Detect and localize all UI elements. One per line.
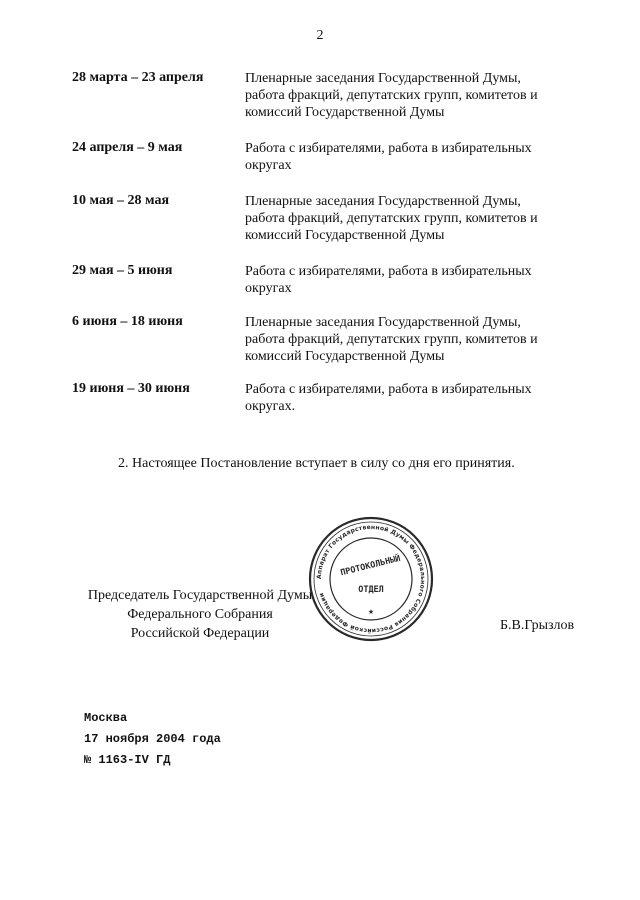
- schedule-period: 10 мая – 28 мая: [72, 193, 170, 208]
- schedule-activity: [245, 263, 585, 297]
- document-footer: [84, 708, 221, 771]
- schedule-activity: [245, 70, 585, 121]
- activity-line: комиссий Государственной Думы: [245, 228, 445, 243]
- schedule-period: 24 апреля – 9 мая: [72, 140, 183, 155]
- seal-inner-top-text: ПРОТОКОЛЬНЫЙ: [339, 553, 402, 579]
- activity-line: комиссий Государственной Думы: [245, 349, 445, 364]
- schedule-period: 28 марта – 23 апреля: [72, 70, 204, 85]
- official-seal: [308, 516, 434, 642]
- seal-outer-text: Аппарат Государственной Думы Федерального Собрания Российской Федерации: [315, 523, 427, 635]
- page-number: 2: [316, 28, 324, 43]
- signatory-title-line: Российской Федерации: [130, 626, 270, 641]
- resolution-clause: 2. Настоящее Постановление вступает в силу со дня его принятия.: [118, 456, 515, 471]
- activity-line: работа фракций, депутатских групп, комитетов и: [245, 88, 538, 103]
- seal-outer-ring: [310, 518, 432, 640]
- seal-inner-bottom-text: ОТДЕЛ: [358, 585, 384, 595]
- schedule-activity: [245, 314, 585, 365]
- schedule-period: 29 мая – 5 июня: [72, 263, 173, 278]
- footer-city: Москва: [84, 711, 128, 725]
- schedule-activity: [245, 193, 585, 244]
- schedule-period: 6 июня – 18 июня: [72, 314, 183, 329]
- activity-line: Работа с избирателями, работа в избирательных: [245, 141, 532, 156]
- footer-date: 17 ноября 2004 года: [84, 732, 221, 746]
- activity-line: Пленарные заседания Государственной Думы,: [245, 315, 521, 330]
- activity-line: округах: [245, 281, 292, 296]
- seal-star-icon: ★: [367, 608, 375, 616]
- activity-line: округах.: [245, 399, 296, 414]
- schedule-period: 19 июня – 30 июня: [72, 381, 190, 396]
- activity-line: Пленарные заседания Государственной Думы,: [245, 194, 521, 209]
- activity-line: Пленарные заседания Государственной Думы,: [245, 71, 521, 86]
- signer-name: Б.В.Грызлов: [500, 618, 575, 633]
- activity-line: работа фракций, депутатских групп, комитетов и: [245, 332, 538, 347]
- signatory-title-line: Председатель Государственной Думы: [87, 588, 313, 603]
- activity-line: округах: [245, 158, 292, 173]
- footer-number: № 1163-IV ГД: [84, 753, 171, 767]
- activity-line: комиссий Государственной Думы: [245, 105, 445, 120]
- activity-line: работа фракций, депутатских групп, комитетов и: [245, 211, 538, 226]
- schedule-activity: [245, 140, 585, 174]
- seal-middle-ring: [314, 522, 428, 636]
- activity-line: Работа с избирателями, работа в избирательных: [245, 264, 532, 279]
- signatory-title: [80, 586, 320, 643]
- schedule-activity: [245, 381, 585, 415]
- activity-line: Работа с избирателями, работа в избирательных: [245, 382, 532, 397]
- signatory-title-line: Федерального Собрания: [127, 607, 273, 622]
